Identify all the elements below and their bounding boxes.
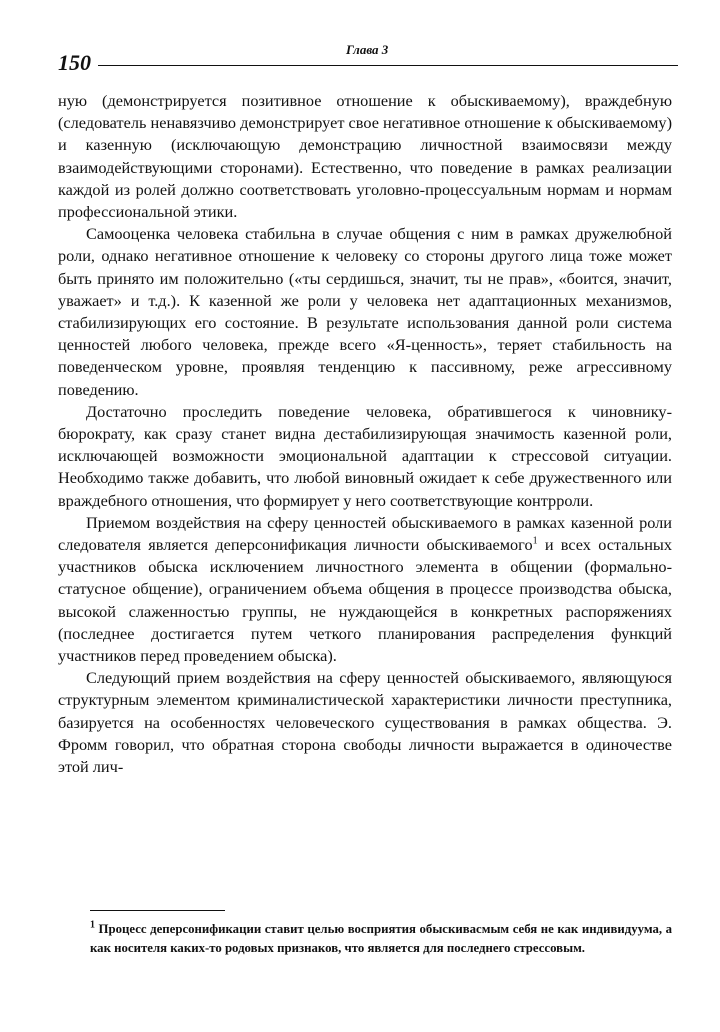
footnote-separator [90, 910, 225, 911]
running-head-chapter: Глава 3 [346, 42, 389, 57]
footnote-mark: 1 [90, 919, 95, 931]
footnote-reference[interactable]: 1 [532, 535, 538, 547]
footnote [90, 920, 672, 957]
paragraph-1: ную (демонстрируется позитивное отношение к обыскиваемому), враждебную (следователь ненавязчиво демонстрирует свое негативное отношение к обыскиваемому) и казенную (исключающую демонстрацию личностной взаимосвязи между взаимодействующими сторонами). Естественно, что поведение в рамках реализации каждой из ролей должно соответствовать уголовно-процессуальным нормам и нормам профессиональной этики. [58, 91, 672, 222]
paragraph-5: Следующий прием воздействия на сферу ценностей обыскиваемого, являющуюся структурным элементом криминалистической характеристики личности преступника, базируется на особенностях человеческого существования в рамках общества. Э. Фромм говорил, что обратная сторона свободы личности выражается в одиночестве этой лич- [58, 668, 672, 777]
paragraph-3: Достаточно проследить поведение человека, обратившегося к чиновнику-бюрократу, как сразу станет видна дестабилизирующая значимость казенной роли, исключающей возможности эмоциональной адаптации к стрессовой ситуации. Необходимо также добавить, что любой виновный ожидает к себе дружественного или враждебного отношения, что формирует у него соответствующие контрроли. [58, 401, 672, 510]
page-header [58, 42, 678, 78]
header-rule [98, 65, 678, 66]
paragraph-4 [58, 512, 672, 667]
paragraph-4-text-b: и всех остальных участников обыска исключением личностного элемента в общении (формально-статусное общение), ограничением объема общения в процессе производства обыска, высокой слаженностью группы, не нуждающейся в конкретных распоряжениях (последнее достигается путем четкого планирования распределения функций участников перед проведением обыска). [58, 535, 672, 666]
main-text [58, 90, 672, 778]
paragraph-2: Самооценка человека стабильна в случае общения с ним в рамках дружелюбной роли, однако негативное отношение к человеку со стороны другого лица тоже может быть принято им положительно («ты сердишься, значит, ты не прав», «боится, значит, уважает» и т.д.). К казенной же роли у человека нет адаптационных механизмов, стабилизирующих его состояние. В результате использования данной роли система ценностей любого человека, прежде всего «Я-ценность», теряет стабильность на поведенческом уровне, проявляя тенденцию к пассивному, реже агрессивному поведению. [58, 224, 672, 399]
page-number: 150 [58, 50, 91, 75]
paragraph-4-text-a: Приемом воздействия на сферу ценностей обыскиваемого в рамках казенной роли следователя является деперсонификация личности обыскиваемого [58, 512, 672, 555]
footnote-text: Процесс деперсонификации ставит целью восприятия обыскивасмым себя не как индивидуума, а как носителя каких-то родовых признаков, что является для последнего стрессовым. [90, 922, 672, 955]
